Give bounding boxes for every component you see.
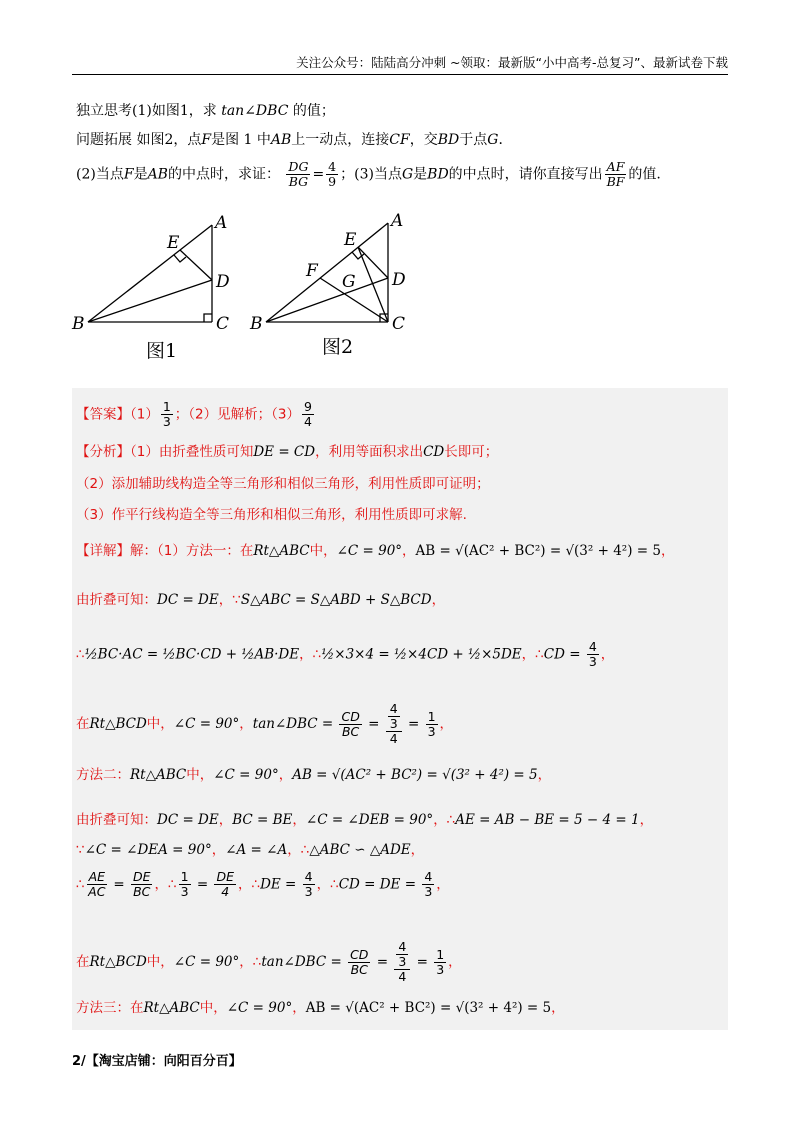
m2-ab: AB = √(AC² + BC²) = √(3² + 4²) = 5 — [292, 767, 538, 783]
t2-tan: tan∠DBC = — [261, 954, 347, 970]
q2-text-f: 的中点时，请你直接写出 — [448, 166, 603, 183]
fig2-line-BA — [266, 223, 388, 322]
fig2-label-F: F — [306, 261, 318, 281]
r2-e: ， — [436, 876, 450, 893]
m3-ab: AB = √(AC² + BC²) = √(3² + 4²) = 5 — [305, 1000, 552, 1016]
analysis-line-1 — [76, 440, 498, 460]
m3-angle: ∠C = 90° — [226, 1000, 293, 1016]
r2-de3-num: 4 — [304, 869, 313, 884]
t2-in-num: 4 — [398, 939, 407, 954]
r2-eq: = — [109, 876, 129, 893]
q2-BD: BD — [427, 166, 449, 183]
answer-label: 【答案】 — [76, 406, 130, 423]
figure-2 — [248, 205, 428, 365]
r2-b: ，∴ — [154, 876, 177, 893]
q2-frac-den: BG — [288, 174, 309, 189]
s2-eq2: ∠A = ∠A — [225, 842, 288, 858]
f2-c: ， — [292, 812, 306, 828]
q3-ratio-frac — [605, 160, 627, 189]
r2-one: 1 — [180, 869, 189, 884]
s2-a: ∵ — [76, 842, 85, 858]
r2-cd-num: 4 — [424, 869, 433, 884]
r2-cd-den: 3 — [424, 884, 433, 899]
q2-F: F — [123, 166, 134, 183]
m2-b: 中， — [186, 767, 214, 783]
t2-angle: ∠C = 90° — [173, 954, 240, 970]
q1-text-a: 独立思考(1)如图1，求 — [76, 103, 217, 119]
f1-b: ，∵ — [218, 592, 241, 608]
fig2-label-C: C — [392, 314, 406, 334]
t1-angle: ∠C = 90° — [173, 716, 240, 732]
ext-text-a: 问题拓展 如图2，点 — [76, 132, 202, 148]
q2-G: G — [401, 166, 414, 183]
e1-cd-num: 4 — [588, 639, 597, 654]
t2-inner-frac — [396, 940, 408, 969]
fig1-label-C: C — [216, 314, 230, 334]
q2-ratio-frac — [286, 160, 310, 189]
e1-d: ， — [600, 646, 615, 663]
t2-c: ，∴ — [239, 954, 262, 970]
q1-expr: tan∠DBC — [221, 103, 289, 119]
r2-de3-frac — [303, 870, 315, 899]
m1-a: 解：（1）方法一：在 — [130, 543, 254, 559]
t1-cd: CD — [341, 708, 360, 724]
r2-ae: AE — [88, 869, 106, 884]
q2-value-frac — [326, 160, 338, 189]
r2-ac: AC — [88, 884, 106, 899]
ext-BD: BD — [437, 132, 460, 148]
t1-res-num: 1 — [427, 708, 436, 724]
detail-method1-line — [76, 539, 674, 559]
t1-tan: tan∠DBC = — [252, 716, 338, 732]
t1-bc: BC — [341, 723, 360, 739]
ext-G: G — [487, 132, 499, 148]
q2-text-d: ；(3)当点 — [340, 166, 402, 183]
f2-e: ， — [639, 812, 654, 828]
t2-tri: Rt△BCD — [89, 954, 147, 970]
r2-a: ∴ — [76, 876, 85, 893]
q3-frac-num: AF — [606, 159, 625, 174]
t1-in-num: 4 — [389, 701, 398, 716]
fig2-label-A: A — [391, 211, 404, 231]
r2-bc: BC — [133, 884, 151, 899]
q2-frac-num: DG — [288, 159, 309, 174]
fig2-line-BD — [266, 278, 388, 322]
r2-ae-ac-frac — [87, 870, 107, 899]
r2-de-four-frac — [214, 870, 236, 899]
e1-cd: CD = — [543, 646, 585, 663]
q2-text-g: 的值. — [628, 166, 661, 183]
m2-tri: Rt△ABC — [130, 767, 187, 783]
m3-tri: Rt△ABC — [143, 1000, 200, 1016]
ext-text-b: 是图 1 中 — [211, 132, 271, 148]
f2-eq4: AE = AB − BE = 5 − 4 = 1 — [455, 812, 640, 828]
ext-text-c: 上一动点，连接 — [291, 132, 390, 148]
fig1-label-B: B — [72, 314, 85, 334]
t2-b: 中， — [146, 954, 174, 970]
fig2-caption: 图2 — [322, 336, 354, 358]
r2-one-three-frac — [179, 870, 191, 899]
fig2-label-D: D — [392, 270, 406, 290]
r2-cd-frac — [422, 870, 434, 899]
e1-b: ，∴ — [299, 646, 322, 663]
t1-d: ， — [439, 716, 454, 732]
detail-tan-line-1 — [76, 702, 453, 746]
m3-b: 中， — [199, 1000, 227, 1016]
t2-a: 在 — [76, 954, 90, 970]
e1-expr2: ½×3×4 = ½×4CD + ½×5DE — [321, 646, 522, 663]
m2-c: ， — [278, 767, 293, 783]
t1-result-frac — [426, 710, 438, 739]
fig2-label-B: B — [250, 314, 263, 334]
m1-c: ， — [402, 543, 416, 559]
answer-frac-3-num: 9 — [303, 399, 312, 414]
page-footer: 2/【淘宝店铺：向阳百分百】 — [72, 1054, 242, 1069]
fig1-line-BA — [88, 225, 212, 322]
t1-eq2: = — [403, 716, 424, 732]
ext-text-e: 于点 — [459, 132, 488, 148]
r2-eq2: = — [192, 876, 213, 893]
m2-a: 方法二： — [76, 767, 130, 783]
m1-d: ， — [660, 543, 675, 559]
m3-c: ， — [292, 1000, 306, 1016]
t1-b: 中， — [146, 716, 174, 732]
e1-c: ，∴ — [521, 646, 544, 663]
fig2-label-E: E — [344, 230, 357, 250]
answer-frac-1 — [161, 400, 173, 429]
page-header: 关注公众号：陆陆高分冲刺 ~领取：最新版“小中高考-总复习”、最新试卷下载 — [72, 54, 728, 75]
t2-d: ， — [448, 954, 462, 970]
answer-frac-1-den: 3 — [162, 414, 171, 429]
t1-tri: Rt△BCD — [89, 716, 147, 732]
q2-eq: = — [312, 166, 325, 183]
q1-text-b: 的值； — [292, 103, 335, 119]
r2-de3: DE = — [260, 876, 301, 893]
analysis-line-3: （3）作平行线构造全等三角形和相似三角形，利用性质即可求解. — [76, 507, 467, 523]
r2-de2: DE — [216, 869, 234, 884]
detail-area-equation — [76, 640, 614, 669]
detail-method3-line — [76, 996, 565, 1016]
analysis-l1-a: （1）由折叠性质可知 — [130, 444, 254, 460]
t1-a: 在 — [76, 716, 90, 732]
analysis-line-2: （2）添加辅助线构造全等三角形和相似三角形，利用性质即可证明； — [76, 476, 490, 492]
t2-four: 4 — [398, 969, 407, 984]
f1-a: 由折叠可知： — [76, 592, 157, 608]
ext-text-d: ，交 — [409, 132, 438, 148]
analysis-l1-c: 长即可； — [444, 444, 499, 460]
t1-c: ， — [239, 716, 253, 732]
t1-inner-frac — [388, 702, 400, 731]
analysis-l1-expr: DE = CD — [253, 444, 316, 460]
fig2-line-DE — [358, 247, 388, 278]
analysis-l1-b: ，利用等面积求出 — [315, 444, 424, 460]
f2-eq3: ∠C = ∠DEB = 90° — [305, 812, 434, 828]
detail-tan-line-2 — [76, 940, 462, 984]
q2-text-b: 是 — [133, 166, 148, 183]
q2-AB: AB — [147, 166, 168, 183]
e1-cd-den: 3 — [588, 654, 597, 669]
e1-a: ∴ — [76, 646, 85, 663]
q3-frac-den: BF — [606, 174, 625, 189]
t2-eq2: = — [412, 954, 433, 970]
m1-ab: AB = √(AC² + BC²) = √(3² + 4²) = 5 — [415, 543, 661, 559]
m1-angle: ∠C = 90° — [336, 543, 403, 559]
detail-similar-line — [76, 838, 424, 858]
r2-de3-den: 3 — [304, 884, 313, 899]
question-line-3 — [76, 160, 661, 189]
detail-method2-line — [76, 763, 551, 783]
r2-d: ，∴ — [316, 876, 339, 893]
t1-eq: = — [363, 716, 384, 732]
detail-ratio-line — [76, 870, 450, 899]
q2-text-a: (2)当点 — [76, 166, 124, 183]
answer-line — [76, 400, 316, 429]
t2-cd: CD — [350, 946, 369, 962]
t1-nested-frac — [386, 702, 402, 746]
t1-four: 4 — [389, 731, 398, 746]
t2-nested-frac — [394, 940, 410, 984]
answer-frac-1-num: 1 — [162, 399, 171, 414]
t2-in-den: 3 — [398, 954, 407, 969]
answer-frac-3-den: 4 — [303, 414, 312, 429]
t2-result-frac — [434, 948, 446, 977]
m1-tri: Rt△ABC — [253, 543, 310, 559]
s2-eq1: ∠C = ∠DEA = 90° — [84, 842, 212, 858]
fig2-line-EC — [358, 247, 388, 322]
ext-AB: AB — [270, 132, 292, 148]
s2-d: ， — [410, 842, 425, 858]
t1-in-den: 3 — [389, 716, 398, 731]
r2-three: 3 — [180, 884, 189, 899]
f1-c: ， — [431, 592, 446, 608]
e1-cd-frac — [587, 640, 599, 669]
f2-a: 由折叠可知： — [76, 812, 157, 828]
f2-eq1: DC = DE — [157, 812, 219, 828]
f2-eq2: BC = BE — [232, 812, 293, 828]
r2-de: DE — [132, 869, 151, 884]
f2-b: ， — [218, 812, 233, 828]
q2-val-den: 9 — [328, 174, 337, 189]
t2-res-den: 3 — [436, 961, 445, 977]
f1-eq: DC = DE — [157, 592, 219, 608]
fig1-line-BD — [88, 280, 212, 322]
t2-eq: = — [372, 954, 393, 970]
figure-1 — [70, 205, 240, 365]
ext-CF: CF — [389, 132, 410, 148]
t2-bc: BC — [350, 961, 368, 977]
e1-expr: ½BC·AC = ½BC·CD + ½AB·DE — [84, 646, 300, 663]
t2-res-num: 1 — [436, 946, 445, 962]
q2-text-e: 是 — [413, 166, 428, 183]
s2-c: ，∴ — [287, 842, 310, 858]
m3-a: 方法三：在 — [76, 1000, 144, 1016]
t2-cd-bc-frac — [348, 948, 370, 977]
m2-d: ， — [537, 767, 552, 783]
answer-p2: ；（2）见解析；（3） — [174, 406, 300, 423]
ext-F: F — [201, 132, 212, 148]
r2-four: 4 — [221, 884, 230, 899]
fig1-label-E: E — [167, 233, 180, 253]
fig2-label-G: G — [342, 272, 356, 292]
q2-text-c: 的中点时，求证： — [167, 166, 280, 183]
s2-eq3: △ABC ∽ △ADE — [309, 842, 411, 858]
r2-cd: CD = DE = — [338, 876, 421, 893]
fig1-right-angle-E — [174, 255, 186, 262]
question-line-2 — [76, 129, 512, 149]
detail-label: 【详解】 — [76, 543, 130, 559]
question-line-1 — [76, 100, 335, 120]
answer-p1: （1） — [130, 406, 159, 423]
analysis-l1-cd: CD — [423, 444, 445, 460]
m2-angle: ∠C = 90° — [213, 767, 279, 783]
fig1-right-angle-C — [204, 314, 212, 322]
q2-val-num: 4 — [328, 159, 337, 174]
r2-c: ，∴ — [237, 876, 261, 893]
t1-res-den: 3 — [427, 723, 436, 739]
fig1-label-D: D — [216, 272, 230, 292]
f2-d: ，∴ — [433, 812, 456, 828]
detail-fold-line-2 — [76, 808, 653, 828]
m1-b: 中， — [309, 543, 337, 559]
t1-cd-bc-frac — [339, 710, 361, 739]
fig1-label-A: A — [215, 213, 228, 233]
answer-frac-3 — [302, 400, 314, 429]
detail-fold-line-1 — [76, 588, 445, 608]
fig1-caption: 图1 — [146, 340, 178, 362]
fig1-line-DE — [180, 250, 212, 280]
f1-area: S△ABC = S△ABD + S△BCD — [240, 592, 432, 608]
analysis-label: 【分析】 — [76, 444, 130, 460]
r2-de-bc-frac — [131, 870, 153, 899]
m3-d: ， — [551, 1000, 565, 1016]
ext-text-f: ． — [498, 132, 513, 148]
s2-b: ， — [211, 842, 226, 858]
